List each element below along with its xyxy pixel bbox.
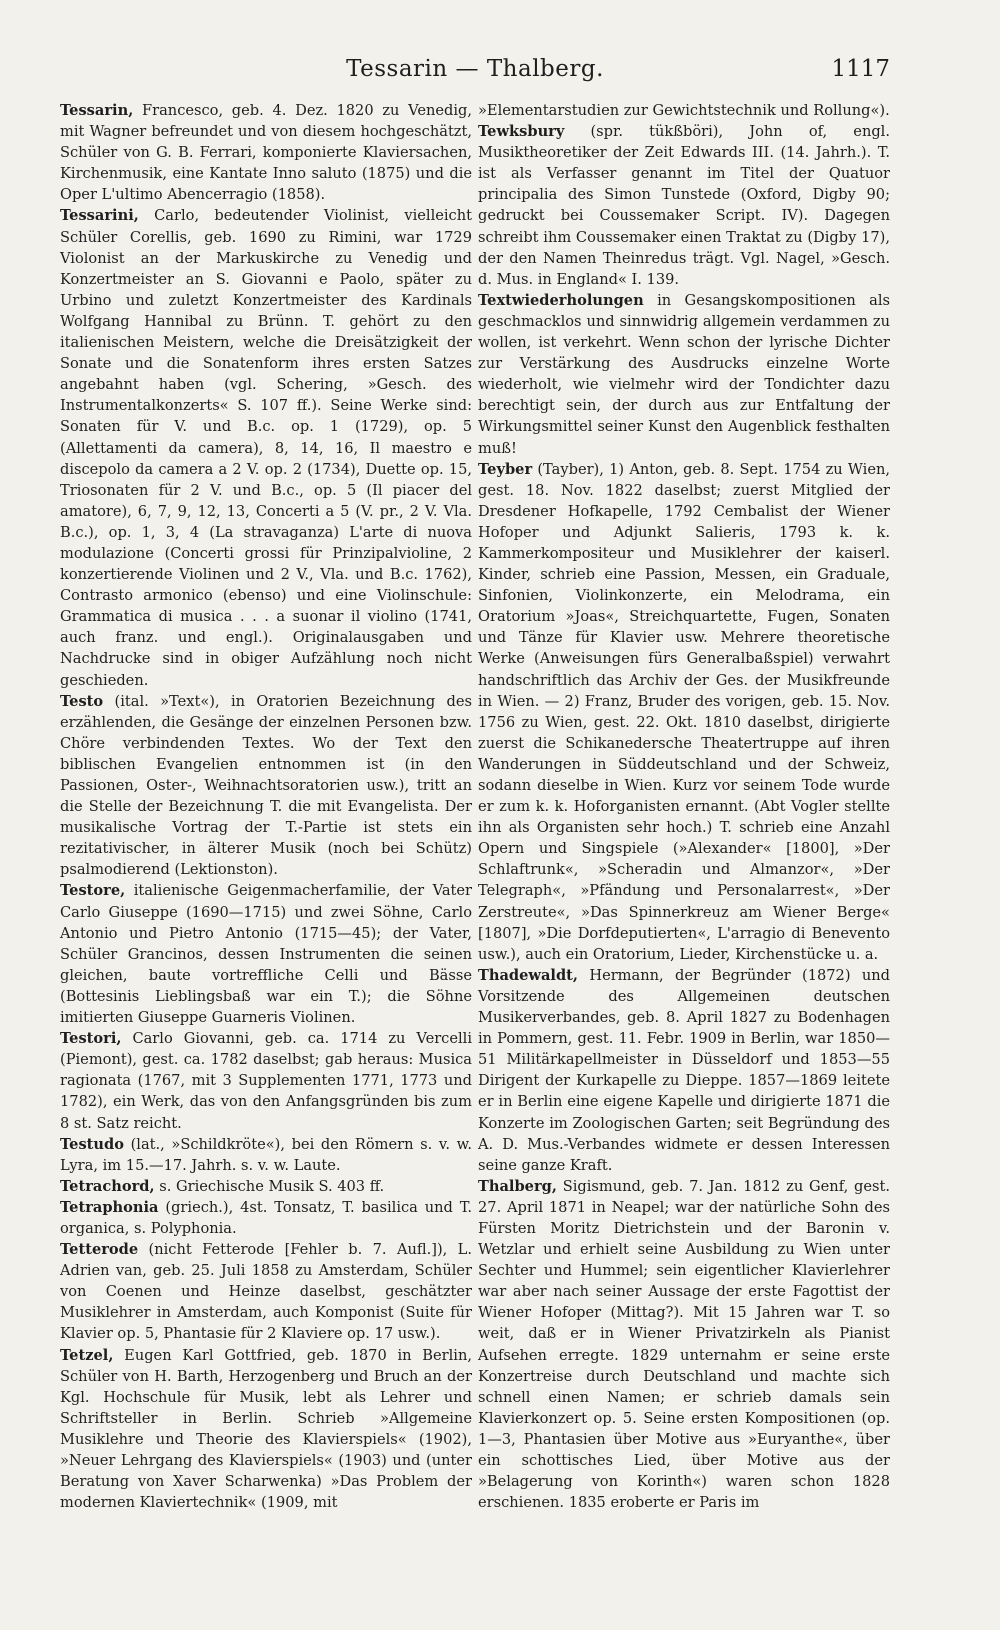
- entry-headword: Textwiederholungen: [478, 291, 644, 309]
- entry-text: »Elementarstudien zur Gewichtstechnik und Rollung«).: [478, 102, 890, 119]
- entry-text: Carlo, bedeutender Violinist, vielleicht Schüler Corellis, geb. 1690 zu Rimini, war 1729 Violonist an der Markuskirche zu Venedig und Konzertmeister an S. Giovanni e Paolo, später zu Urbino und zuletzt Konzertmeister des Kardinals Wolfgang Hannibal zu Brünn. T. gehört zu den italienischen Meistern, welche die Dreisätzigkeit der Sonate und die Sonatenform ihres ersten Satzes angebahnt haben (vgl. Schering, »Gesch. des Instrumentalkonzerts« S. 107 ff.). Seine Werke sind: Sonaten für V. und B.c. op. 1 (1729), op. 5 (Allettamenti da camera), 8, 14, 16, Il maestro e discepolo da camera a 2 V. op. 2 (1734), Duette op. 15, Triosonaten für 2 V. und B.c., op. 5 (Il piacer del amatore), 6, 7, 9, 12, 13, Concerti a 5 (V. pr., 2 V. Vla. B.c.), op. 1, 3, 4 (La stravaganza) L'arte di nuova modulazione (Concerti grossi für Prinzipalvioline, 2 konzertierende Violinen und 2 V., Vla. und B.c. 1762), Contrasto armonico (ebenso) und eine Violinschule: Grammatica di musica . . . a suonar il violino (1741, auch franz. und engl.). Originalausgaben und Nachdrucke sind in obiger Aufzählung noch nicht geschieden.: [60, 207, 472, 689]
- entry-headword: Tetraphonia: [60, 1198, 159, 1216]
- entry-headword: Tetterode: [60, 1241, 139, 1259]
- right-column: [478, 100, 890, 1513]
- entry-headword: Teyber: [478, 460, 533, 478]
- dictionary-entry: [60, 1028, 472, 1133]
- entry-text: Sigismund, geb. 7. Jan. 1812 zu Genf, gest. 27. April 1871 in Neapel; war der natürliche Sohn des Fürsten Moritz Dietrichstein und der Baronin v. Wetzlar und erhielt seine Ausbildung zu Wien unter Sechter und Hummel; sein eigentlicher Klavierlehrer war aber nach seiner Aussage der erste Fagottist der Wiener Hofoper (Mittag?). Mit 15 Jahren war T. so weit, daß er in Wiener Privatzirkeln als Pianist Aufsehen erregte. 1829 unternahm er seine erste Konzertreise durch Deutschland und machte sich schnell einen Namen; er schrieb damals sein Klavierkonzert op. 5. Seine ersten Kompositionen (op. 1—3, Phantasien über Motive aus »Euryanthe«, über ein schottisches Lied, über Motive aus der »Belagerung von Korinth«) waren schon 1828 erschienen. 1835 eroberte er Paris im: [478, 1177, 890, 1512]
- dictionary-entry: [478, 1176, 890, 1514]
- running-header: [60, 56, 890, 88]
- entry-headword: Testudo: [60, 1135, 124, 1153]
- entry-text: (nicht Fetterode [Fehler b. 7. Aufl.]), L. Adrien van, geb. 25. Juli 1858 zu Amsterdam, Schüler von Coenen und Heinze daselbst, geschätzter Musiklehrer in Amsterdam, auch Komponist (Suite für Klavier op. 5, Phantasie für 2 Klaviere op. 17 usw.).: [60, 1241, 472, 1343]
- dictionary-entry: [478, 459, 890, 965]
- entry-text: Eugen Karl Gottfried, geb. 1870 in Berlin, Schüler von H. Barth, Herzogenberg und Bruch an der Kgl. Hochschule für Musik, lebt als Lehrer und Schriftsteller in Berlin. Schrieb »Allgemeine Musiklehre und Theorie des Klavierspiels« (1902), »Neuer Lehrgang des Klavierspiels« (1903) und (unter Beratung von Xaver Scharwenka) »Das Problem der modernen Klaviertechnik« (1909, mit: [60, 1346, 472, 1512]
- dictionary-entry: [60, 1345, 472, 1514]
- entry-text: (lat., »Schildkröte«), bei den Römern s. v. w. Lyra, im 15.—17. Jahrh. s. v. w. Laute.: [60, 1135, 472, 1174]
- entry-headword: Thadewaldt,: [478, 966, 579, 984]
- entry-headword: Tetrachord,: [60, 1177, 155, 1195]
- dictionary-entry: [60, 100, 472, 205]
- entry-headword: Tetzel,: [60, 1346, 114, 1364]
- dictionary-entry: [478, 965, 890, 1176]
- dictionary-entry: [60, 1134, 472, 1176]
- entry-headword: Tewksbury: [478, 123, 565, 141]
- running-title: Tessarin — Thalberg.: [346, 56, 604, 82]
- entry-text: s. Griechische Musik S. 403 ff.: [154, 1177, 385, 1195]
- entry-headword: Tessarin,: [60, 102, 134, 119]
- entry-text: (spr. tükßböri), John of, engl. Musiktheoretiker der Zeit Edwards III. (14. Jahrh.). T. ist als Verfasser genannt im Titel der Quatuor principalia des Simon Tunstede (Oxford, Digby 90; gedruckt bei Coussemaker Script. IV). Dagegen schreibt ihm Coussemaker einen Traktat zu (Digby 17), der den Namen Theinredus trägt. Vgl. Nagel, »Gesch. d. Mus. in England« I. 139.: [478, 123, 890, 288]
- dictionary-entry: [60, 1239, 472, 1344]
- dictionary-entry: [478, 290, 890, 459]
- entry-headword: Testore,: [60, 882, 126, 900]
- dictionary-entry: [60, 880, 472, 1028]
- dictionary-entry: [478, 100, 890, 121]
- entry-headword: Testori,: [60, 1030, 122, 1048]
- dictionary-entry: [60, 205, 472, 690]
- entry-text: Hermann, der Begründer (1872) und Vorsitzende des Allgemeinen deutschen Musikerverbandes, geb. 8. April 1827 zu Bodenhagen in Pommern, gest. 11. Febr. 1909 in Berlin, war 1850—51 Militärkapellmeister in Düsseldorf und 1853—55 Dirigent der Kurkapelle zu Dieppe. 1857—1869 leitete er in Berlin eine eigene Kapelle und dirigierte 1871 die Konzerte im Zoologischen Garten; seit Begründung des A. D. Mus.-Verbandes widmete er dessen Interessen seine ganze Kraft.: [478, 966, 890, 1174]
- page-number: 1117: [831, 56, 890, 82]
- dictionary-entry: [60, 691, 472, 881]
- entry-headword: Testo: [60, 692, 104, 710]
- entry-text: Carlo Giovanni, geb. ca. 1714 zu Vercelli (Piemont), gest. ca. 1782 daselbst; gab heraus: Musica ragionata (1767, mit 3 Supplementen 1771, 1773 und 1782), ein Werk, das von den Anfangsgründen bis zum 8 st. Satz reicht.: [60, 1030, 472, 1132]
- entry-text: (ital. »Text«), in Oratorien Bezeichnung des erzählenden, die Gesänge der einzelnen Personen bzw. Chöre verbindenden Textes. Wo der Text den biblischen Evangelien entnommen ist (in den Passionen, Oster-, Weihnachtsoratorien usw.), tritt an die Stelle der Bezeichnung T. die mit Evangelista. Der musikalische Vortrag der T.-Partie ist stets ein rezitativischer, in älterer Musik (noch bei Schütz) psalmodierend (Lektionston).: [60, 692, 472, 879]
- dictionary-entry: [478, 121, 890, 290]
- entry-headword: Thalberg,: [478, 1177, 557, 1195]
- dictionary-entry: [60, 1197, 472, 1239]
- dictionary-entry: [60, 1176, 472, 1197]
- entry-headword: Tessarini,: [60, 207, 139, 225]
- entry-text: (Tayber), 1) Anton, geb. 8. Sept. 1754 zu Wien, gest. 18. Nov. 1822 daselbst; zuerst Mitglied der Dresdener Hofkapelle, 1792 Cembalist der Wiener Hofoper und Adjunkt Salieris, 1793 k. k. Kammerkompositeur und Musiklehrer der kaiserl. Kinder, schrieb eine Passion, Messen, ein Graduale, Sinfonien, Violinkonzerte, ein Melodrama, ein Oratorium »Joas«, Streichquartette, Fugen, Sonaten und Tänze für Klavier usw. Mehrere theoretische Werke (Anweisungen fürs Generalbaßspiel) verwahrt handschriftlich das Archiv der Ges. der Musikfreunde in Wien. — 2) Franz, Bruder des vorigen, geb. 15. Nov. 1756 zu Wien, gest. 22. Okt. 1810 daselbst, dirigierte zuerst die Schikanedersche Theatertruppe auf ihren Wanderungen in Süddeutschland und der Schweiz, sodann dieselbe in Wien. Kurz vor seinem Tode wurde er zum k. k. Hoforganisten ernannt. (Abt Vogler stellte ihn als Organisten sehr hoch.) T. schrieb eine Anzahl Opern und Singspiele (»Alexander« [1800], »Der Schlaftrunk«, »Scheradin und Almanzor«, »Der Telegraph«, »Pfändung und Personalarrest«, »Der Zerstreute«, »Das Spinnerkreuz am Wiener Berge« [1807], »Die Dorfdeputierten«, L'arragio di Benevento usw.), auch ein Oratorium, Lieder, Kirchenstücke u. a.: [478, 460, 890, 963]
- entry-text: italienische Geigenmacherfamilie, der Vater Carlo Giuseppe (1690—1715) und zwei Söhne, Carlo Antonio und Pietro Antonio (1715—45); der Vater, Schüler Grancinos, dessen Instrumenten die seinen gleichen, baute vortreffliche Celli und Bässe (Bottesinis Lieblingsbaß war ein T.); die Söhne imitierten Giuseppe Guarneris Violinen.: [60, 882, 472, 1027]
- entry-text: in Gesangskompositionen als geschmacklos und sinnwidrig allgemein verdammen zu wollen, ist verkehrt. Wenn schon der lyrische Dichter zur Verstärkung des Ausdrucks einzelne Worte wiederholt, wie vielmehr wird der Tondichter dazu berechtigt sein, der durch aus zur Entfaltung der Wirkungsmittel seiner Kunst den Augenblick festhalten muß!: [478, 291, 890, 457]
- entry-text: Francesco, geb. 4. Dez. 1820 zu Venedig, mit Wagner befreundet und von diesem hochgeschätzt, Schüler von G. B. Ferrari, komponierte Klaviersachen, Kirchenmusik, eine Kantate Inno saluto (1875) und die Oper L'ultimo Abencerragio (1858).: [60, 102, 472, 204]
- entry-text: (griech.), 4st. Tonsatz, T. basilica und T. organica, s. Polyphonia.: [60, 1198, 472, 1237]
- left-column: [60, 100, 472, 1513]
